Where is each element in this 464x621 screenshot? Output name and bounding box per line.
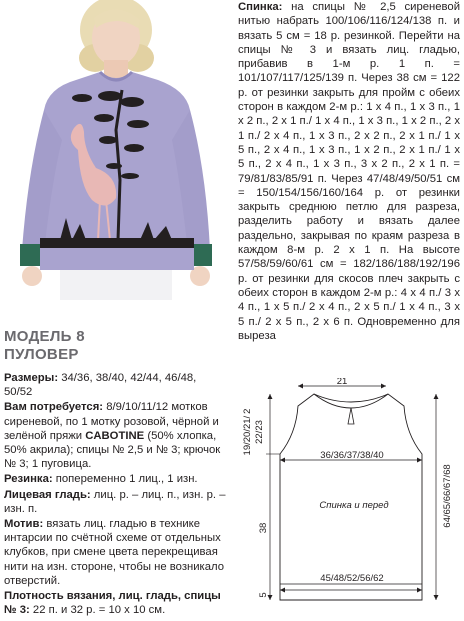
model-number: МОДЕЛЬ 8 [4, 328, 85, 345]
motif-label: Мотив: [4, 518, 44, 531]
rib-value: попеременно 1 лиц., 1 изн. [52, 473, 198, 486]
gauge-paragraph [4, 589, 226, 617]
materials-brand: CABOTINE [85, 429, 145, 442]
back-value: на спицы № 2,5 сиреневой нитью набрать 100/106/116/124/138 п. и вязать 5 см = 18 р. резинкой. Перейти на спицы № 3 и вязать лиц. гладью, прибавив в 1-м р. 1 п. = 101/107/117/125/139 п. Через 38 см = 122 р. от резинки закрыть для пройм с обеих сторон в каждом 2-м р.: 1 х 4 п., 1 х 3 п., 1 х 2 п., 2 х 1 п./ 1 х 4 п., 1 х 3 п., 1 х 2 п., 2 х 1 п./ 2 х 4 п., 1 х 3 п., 2 х 2 п., 2 х 1 п./ 1 х 5 п., 2 х 4 п., 1 х 3 п., 1 х 2 п., 2 х 1 п./ 1 х 5 п., 2 х 4 п., 1 х 3 п., 3 х 2 п., 2 х 1 п. = 79/81/83/85/91 п. Через 47/48/49/50/51 см = 150/154/156/160/164 р. от резинки закрыть среднюю петлю для разреза, разделить работу и вязать далее раздельно, закрывая по краям разреза в каждом 8-м р. 2 х 1 п. На высоте 57/58/59/60/61 см = 182/186/188/192/196 р. от резинки для скосов плеч закрыть с обеих сторон в каждом 2-м р.: 4 х 4 п./ 3 х 4 п., 1 х 5 п./ 2 х 4 п., 2 х 5 п./ 1 х 4 п., 3 х 5 п./ 2 х 5 п., 2 х 6 п. Одновременно для выреза [238, 1, 460, 342]
schema-body-height: 38 [258, 522, 269, 534]
stockinette-paragraph [4, 488, 226, 516]
sizes-label: Размеры: [4, 372, 59, 384]
product-photo [0, 0, 232, 300]
schema-neck-depth: 2 [242, 408, 253, 414]
stockinette-value: лиц. р. – лиц. п., изн. р. – изн. п. [4, 488, 226, 515]
materials-value-2: (50% хлопка, 50% акрила); спицы № 2,5 и № 3; крючок № 3; 1 пуговица. [4, 429, 221, 471]
schema-chest-width: 36/36/37/38/40 [320, 450, 384, 461]
pattern-schematic [236, 378, 462, 618]
motif-value: вязать лиц. гладью в технике интарсии по счётной схеме от отдельных клубков, при смене цвета перекрещивая нити на изн. стороне, чтобы не возникало отверстий. [4, 518, 225, 587]
instructions-right-column [238, 0, 460, 343]
schema-rib-height: 5 [258, 592, 269, 598]
back-paragraph [238, 0, 460, 343]
schema-armhole-depth-1: 19/20/21/ [242, 415, 253, 456]
gauge-value: 22 п. и 32 р. = 10 х 10 см. [29, 604, 166, 617]
rib-label: Резинка: [4, 473, 53, 486]
schema-label: Спинка и перед [319, 500, 389, 511]
schema-hem-width: 45/48/52/56/62 [320, 573, 384, 584]
schema-armhole-depth-2: 22/23 [254, 420, 265, 444]
schema-armhole-depth [242, 409, 253, 456]
model-name: ПУЛОВЕР [4, 346, 79, 363]
sizes-paragraph [4, 371, 226, 399]
schema-top-width: 21 [336, 378, 348, 387]
motif-paragraph [4, 517, 226, 588]
sizes-value: 34/36, 38/40, 42/44, 46/48, 50/52 [4, 372, 197, 399]
gauge-label: Плотность вязания, лиц. гладь, спицы № 3: [4, 590, 221, 617]
back-label: Спинка: [238, 1, 283, 13]
instructions-left-column [4, 371, 226, 618]
rib-paragraph [4, 472, 226, 486]
schema-total-length: 64/65/66/67/68 [442, 464, 453, 528]
materials-value: 8/9/10/11/12 мотков сиреневой, по 1 мотку розовой, чёрной и зелёной пряжи [4, 401, 219, 442]
model-photo-illustration [0, 0, 232, 300]
stockinette-label: Лицевая гладь: [4, 488, 91, 501]
materials-paragraph [4, 400, 226, 471]
model-title [4, 328, 85, 364]
materials-label: Вам потребуется: [4, 401, 104, 414]
